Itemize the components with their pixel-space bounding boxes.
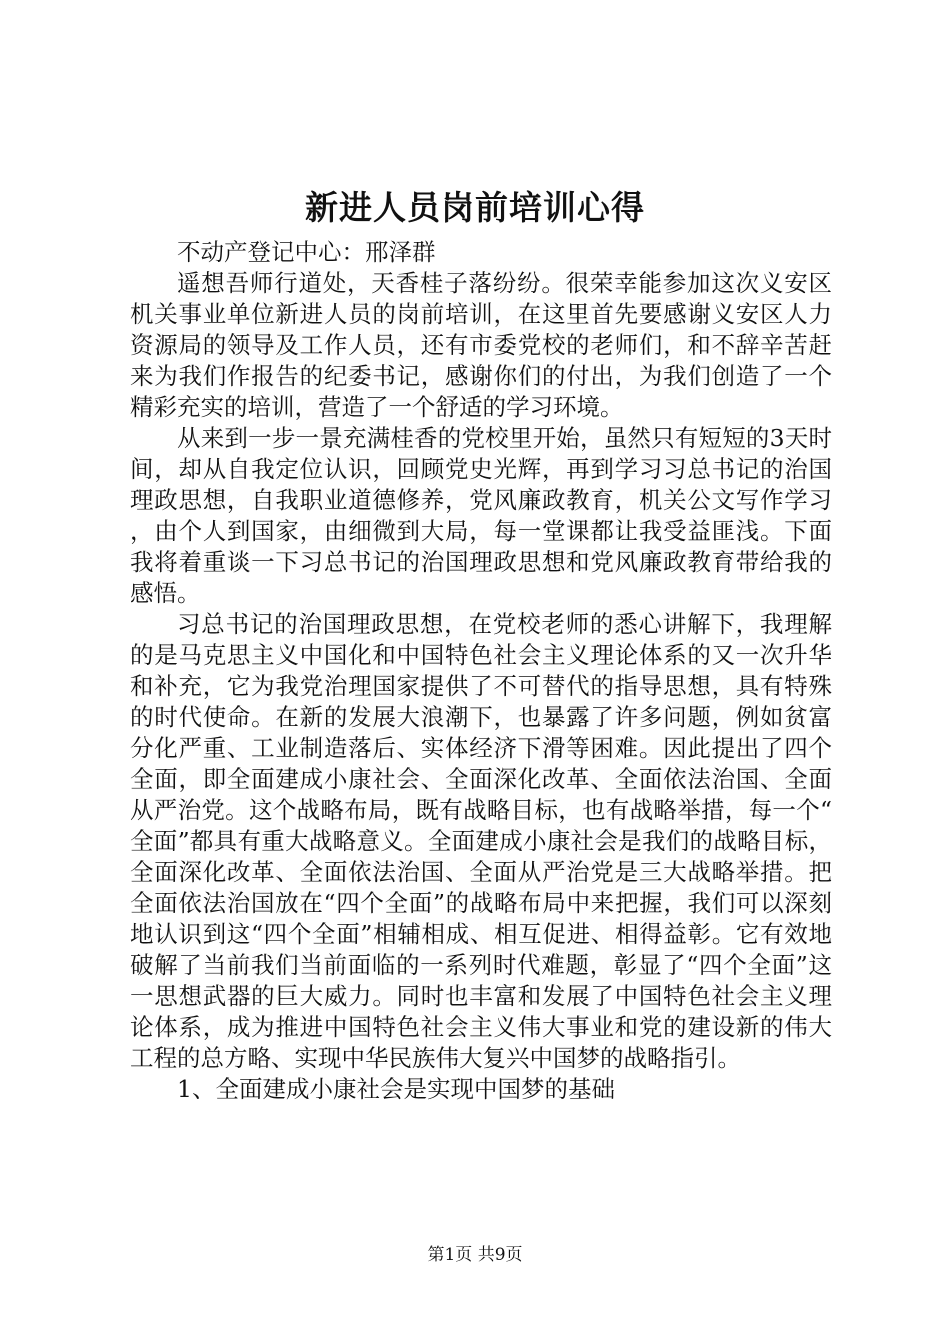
document-title: 新进人员岗前培训心得 [305, 188, 645, 227]
paragraph-2: 从来到一步一景充满桂香的党校里开始，虽然只有短短的3天时间，却从自我定位认识，回顾党史光辉，再到学习习总书记的治国理政思想，自我职业道德修养，党风廉政教育，机关公文写作学习，由个人到国家，由细微到大局，每一堂课都让我受益匪浅。下面我将着重谈一下习总书记的治国理政思想和党风廉政教育带给我的感悟。 [130, 424, 832, 607]
section-heading-1: 1、全面建成小康社会是实现中国梦的基础 [177, 1075, 615, 1103]
paragraph-3: 习总书记的治国理政思想，在党校老师的悉心讲解下，我理解的是马克思主义中国化和中国特色社会主义理论体系的又一次升华和补充，它为我党治理国家提供了不可替代的指导思想，具有特殊的时代使命。在新的发展大浪潮下，也暴露了许多问题，例如贫富分化严重、工业制造落后、实体经济下滑等困难。因此提出了四个全面，即全面建成小康社会、全面深化改革、全面依法治国、全面从严治党。这个战略布局，既有战略目标，也有战略举措，每一个“全面”都具有重大战略意义。全面建成小康社会是我们的战略目标，全面深化改革、全面依法治国、全面从严治党是三大战略举措。把全面依法治国放在“四个全面”的战略布局中来把握，我们可以深刻地认识到这“四个全面”相辅相成、相互促进、相得益彰。它有效地破解了当前我们当前面临的一系列时代难题，彰显了“四个全面”这一思想武器的巨大威力。同时也丰富和发展了中国特色社会主义理论体系，成为推进中国特色社会主义伟大事业和党的建设新的伟大工程的总方略、实现中华民族伟大复兴中国梦的战略指引。 [130, 610, 832, 1072]
paragraph-1: 遥想吾师行道处，天香桂子落纷纷。很荣幸能参加这次义安区机关事业单位新进人员的岗前培训，在这里首先要感谢义安区人力资源局的领导及工作人员，还有市委党校的老师们，和不辞辛苦赶来为我们作报告的纪委书记，感谢你们的付出，为我们创造了一个精彩充实的培训，营造了一个舒适的学习环境。 [130, 269, 832, 421]
document-body [130, 237, 832, 1105]
page-footer: 第1页 共9页 [427, 1245, 523, 1265]
author-line: 不动产登记中心：邢泽群 [177, 238, 436, 266]
